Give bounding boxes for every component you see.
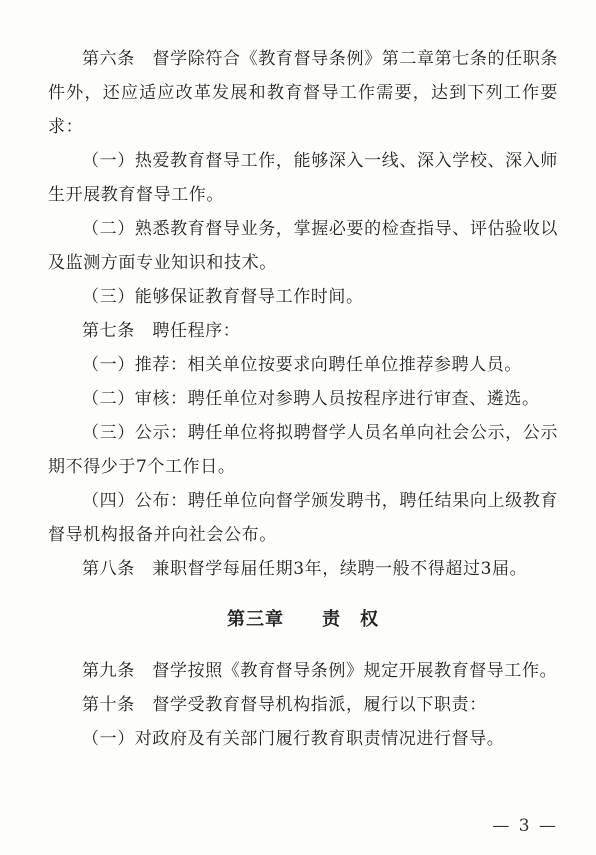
spacer bbox=[48, 637, 558, 654]
article-7-item-1: （一）推荐：相关单位按要求向聘任单位推荐参聘人员。 bbox=[82, 355, 522, 375]
article-7-item-2: （二）审核：聘任单位对参聘人员按程序进行审查、遴选。 bbox=[82, 389, 540, 409]
document-body bbox=[48, 42, 558, 756]
article-6-item-1: （一）热爱教育督导工作，能够深入一线、深入学校、深入师生开展教育督导工作。 bbox=[48, 151, 558, 205]
chapter-heading: 第三章 责 权 bbox=[227, 609, 379, 630]
article-7: 第七条 聘任程序： bbox=[82, 321, 241, 341]
article-6-item-3: （三）能够保证教育督导工作时间。 bbox=[82, 287, 364, 307]
spacer bbox=[48, 586, 558, 603]
article-10-item-1: （一）对政府及有关部门履行教育职责情况进行督导。 bbox=[82, 729, 505, 749]
article-9: 第九条 督学按照《教育督导条例》规定开展教育督导工作。 bbox=[82, 661, 558, 681]
article-7-item-4: （四）公布：聘任单位向督学颁发聘书，聘任结果向上级教育督导机构报备并向社会公布。 bbox=[48, 491, 558, 545]
article-6: 第六条 督学除符合《教育督导条例》第二章第七条的任职条件外，还应适应改革发展和教育督导工作需要，达到下列工作要求： bbox=[48, 49, 558, 137]
article-7-item-3: （三）公示：聘任单位将拟聘督学人员名单向社会公示，公示期不得少于7个工作日。 bbox=[48, 423, 558, 477]
article-10: 第十条 督学受教育督导机构指派，履行以下职责： bbox=[82, 695, 487, 715]
article-8: 第八条 兼职督学每届任期3年，续聘一般不得超过3届。 bbox=[82, 559, 528, 579]
page-number: — 3 — bbox=[492, 816, 558, 836]
article-6-item-2: （二）熟悉教育督导业务，掌握必要的检查指导、评估验收以及监测方面专业知识和技术。 bbox=[48, 219, 558, 273]
